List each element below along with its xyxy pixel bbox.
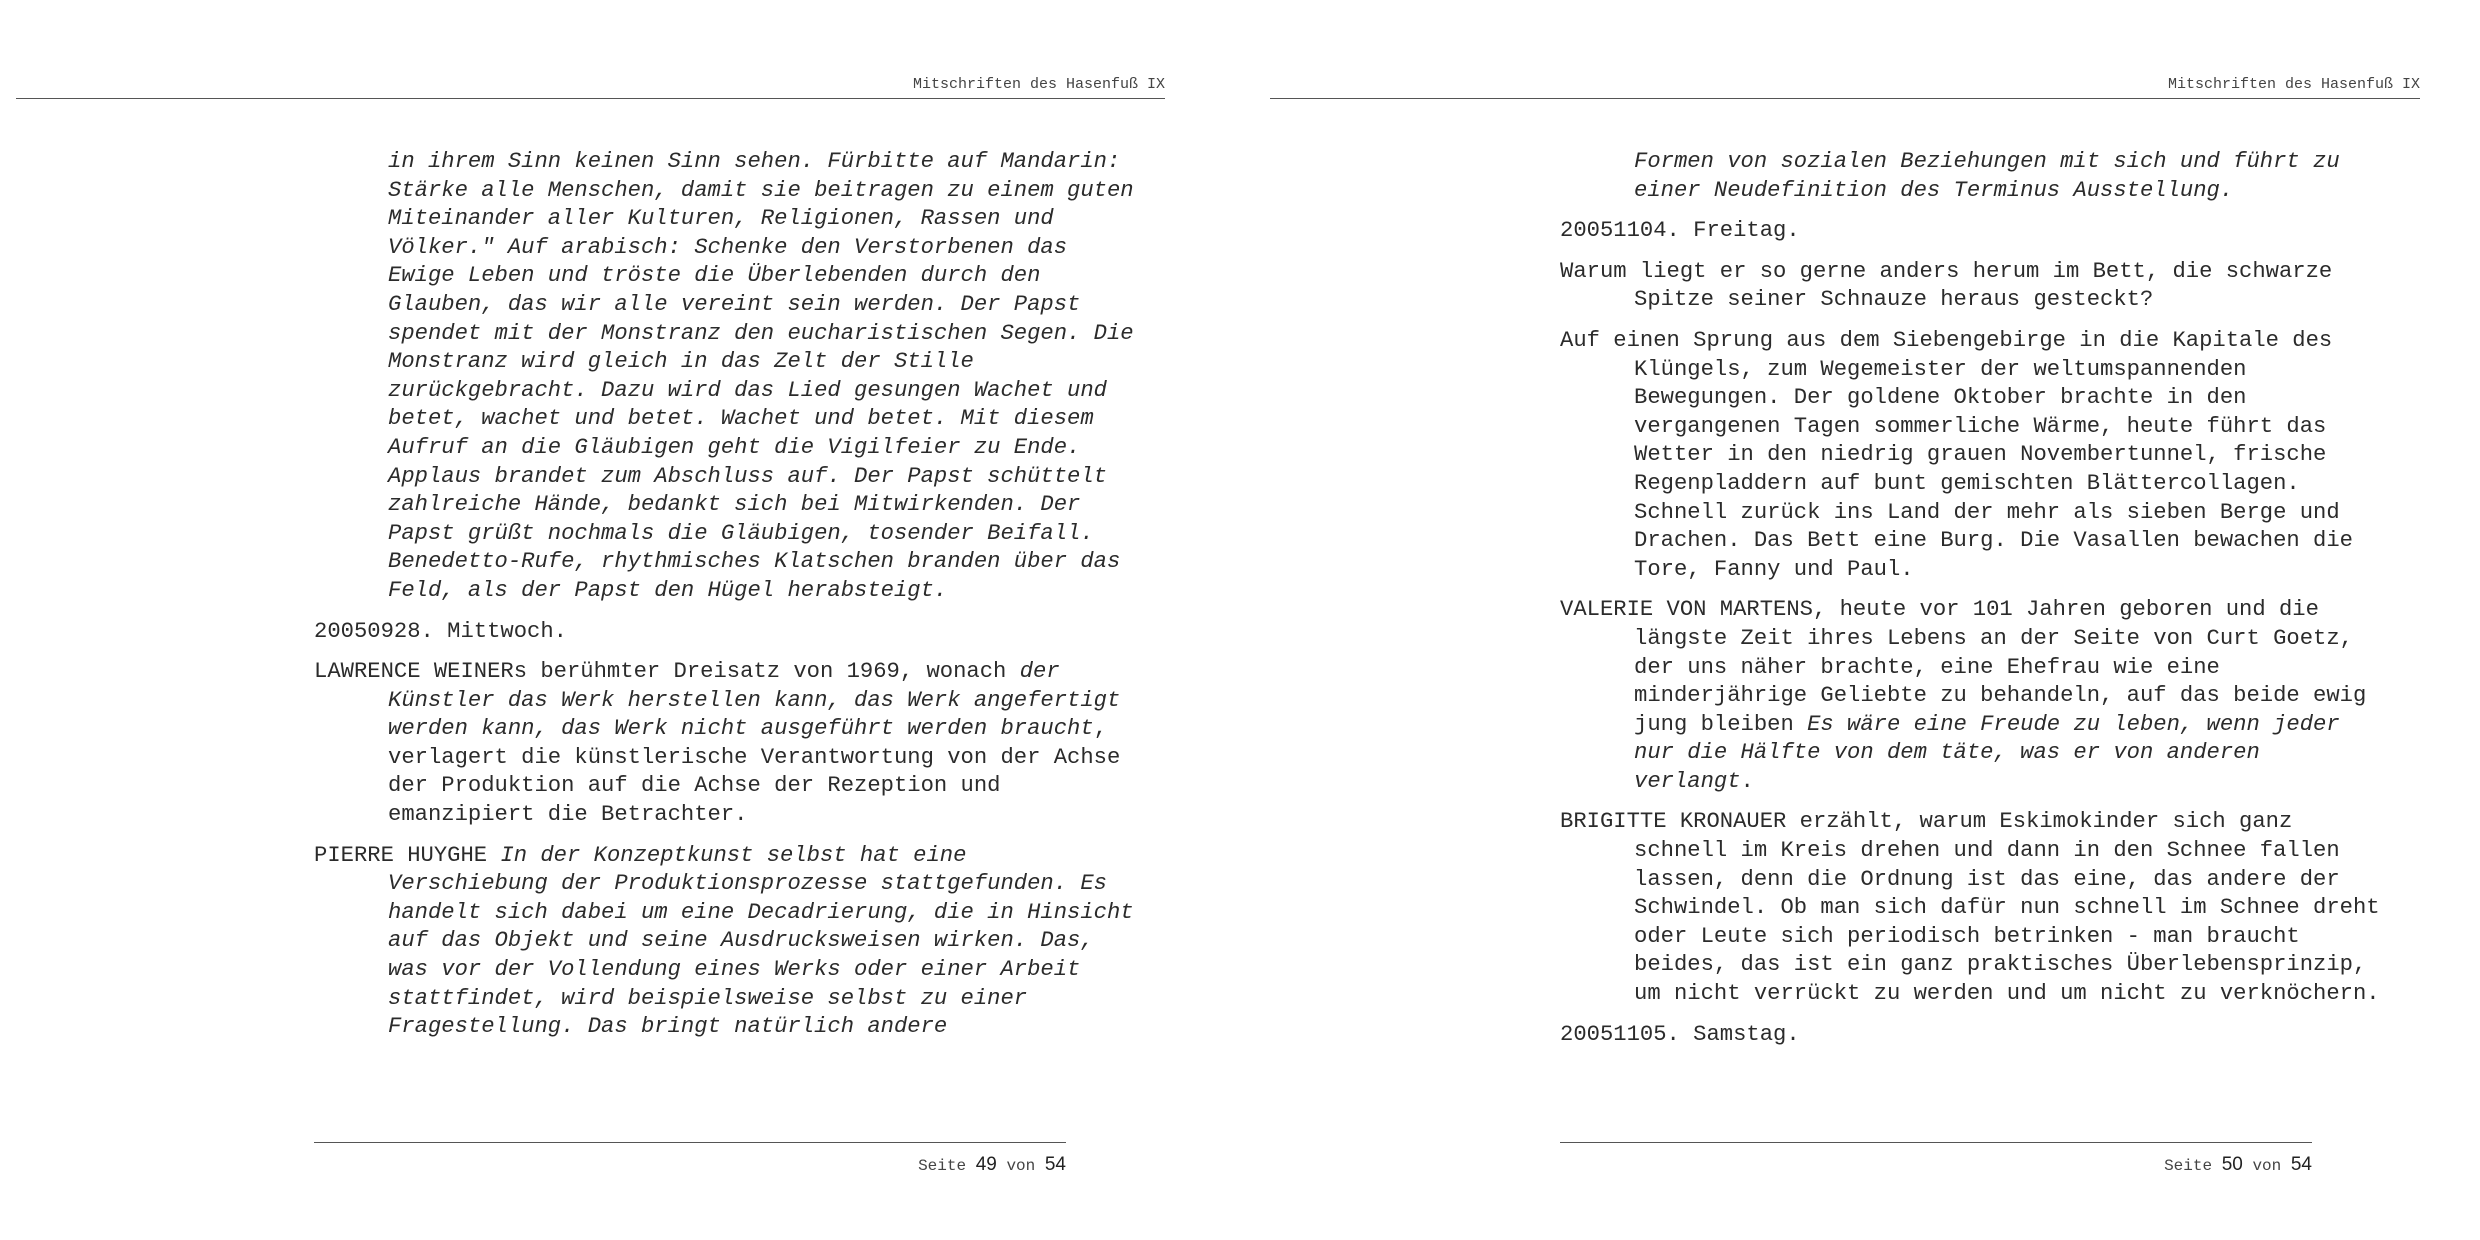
date-text: 20051105. Samstag. [1560, 1021, 1800, 1047]
footer-von-label: von [1006, 1157, 1036, 1175]
footer-total-pages: 54 [1044, 1154, 1066, 1175]
entry-text: s berühmter Dreisatz von 1969, wonach [513, 659, 1020, 685]
quote-text: Formen von sozialen Beziehungen mit sich und führt zu einer Neudefinition des Terminus Ausstellung. [1634, 149, 2340, 203]
entry-siebengebirge [1560, 327, 2380, 584]
footer-total-pages: 54 [2290, 1154, 2312, 1175]
footer-current-page: 50 [2221, 1154, 2243, 1175]
person-name: VALERIE VON MARTENS [1560, 597, 1813, 623]
page-50 [1240, 0, 2480, 1240]
footer-rule [1560, 1142, 2312, 1143]
date-heading [314, 618, 1134, 647]
page-footer [1560, 1154, 2312, 1176]
date-text: 20051104. Freitag. [1560, 218, 1800, 244]
quote-text: der Künstler das Werk herstellen kann, das Werk angefertigt werden kann, das Werk nicht ausgeführt werden braucht [388, 659, 1121, 742]
entry-kronauer [1560, 808, 2380, 1008]
quote-text: in ihrem Sinn keinen Sinn sehen. Fürbitte auf Mandarin: Stärke alle Menschen, damit sie beitragen zu einem guten Miteinander aller Kulturen, Religionen, Rassen und Völker." Auf arabisch: Schenke den Verstorbenen das Ewige Leben und tröste die Überlebenden durch den Glauben, das wir alle vereint sein werden. Der Papst spendet mit der Monstranz den eucharistischen Segen. Die Monstranz wird gleich in das Zelt der Stille zurückgebracht. Dazu wird das Lied gesungen Wachet und betet, wachet und betet. Wachet und betet. Mit diesem Aufruf an die Gläubigen geht die Vigilfeier zu Ende. Applaus brandet zum Abschluss auf. Der Papst schüttelt zahlreiche Hände, bedankt sich bei Mitwirkenden. Der Papst grüßt nochmals die Gläubigen, tosender Beifall. Benedetto-Rufe, rhythmisches Klatschen branden über das Feld, als der Papst den Hügel herabsteigt. [388, 149, 1134, 603]
footer-seite-label: Seite [2164, 1157, 2213, 1175]
date-heading [1560, 217, 2380, 246]
page-body [1560, 148, 2380, 1061]
quote-text: Es wäre eine Freude zu leben, wenn jeder nur die Hälfte von dem täte, was er von anderen verlangt [1634, 711, 2340, 794]
entry-von-martens [1560, 596, 2380, 796]
running-header: Mitschriften des Hasenfuß IX [912, 76, 1165, 93]
person-name: LAWRENCE WEINER [314, 659, 514, 685]
entry-text: . [1740, 768, 1754, 794]
entry-huyghe [314, 842, 1134, 1042]
entry-schnauze [1560, 258, 2380, 315]
quote-text: In der Konzeptkunst selbst hat eine Verschiebung der Produktionsprozesse stattgefunden. Es handelt sich dabei um eine Decadrierung, die in Hinsicht auf das Objekt und seine Ausdrucksweisen wirken. Das, was vor der Vollendung eines Werks oder einer Arbeit stattfindet, wird beispielsweise selbst zu einer Fragestellung. Das bringt natürlich andere [388, 842, 1134, 1040]
entry-text: , heute vor 101 Jahren geboren und die längste Zeit ihres Lebens an der Seite von Curt Goetz, der uns näher brachte, eine Ehefrau wie eine minderjährige Geliebte zu behandeln, auf das beide ewig jung bleiben [1634, 597, 2367, 737]
header-rule [16, 98, 1165, 99]
person-name: BRIGITTE KRONAUER [1560, 809, 1787, 835]
entry-weiner [314, 658, 1134, 830]
quote-continuation [314, 148, 1134, 606]
person-name: PIERRE HUYGHE [314, 842, 488, 868]
running-header: Mitschriften des Hasenfuß IX [2167, 76, 2420, 93]
date-heading [1560, 1021, 2380, 1050]
footer-rule [314, 1142, 1066, 1143]
quote-continuation [1560, 148, 2380, 205]
page-body [314, 148, 1134, 1054]
entry-text: , verlagert die künstlerische Verantwortung von der Achse der Produktion auf die Achse der Rezeption und emanzipiert die Betrachter. [388, 716, 1121, 828]
header-rule [1270, 98, 2420, 99]
footer-seite-label: Seite [918, 1157, 967, 1175]
date-text: 20050928. Mittwoch. [314, 618, 567, 644]
footer-current-page: 49 [975, 1154, 997, 1175]
entry-text: Warum liegt er so gerne anders herum im Bett, die schwarze Spitze seiner Schnauze heraus gesteckt? [1560, 258, 2333, 313]
entry-text: Auf einen Sprung aus dem Siebengebirge in die Kapitale des Klüngels, zum Wegemeister der weltumspannenden Bewegungen. Der goldene Oktober brachte in den vergangenen Tagen sommerliche Wärme, heute führt das Wetter in den niedrig grauen Novembertunnel, frische Regenpladdern auf bunt gemischten Blättercollagen. Schnell zurück ins Land der mehr als sieben Berge und Drachen. Das Bett eine Burg. Die Vasallen bewachen die Tore, Fanny und Paul. [1560, 327, 2353, 582]
entry-text: erzählt, warum Eskimokinder sich ganz schnell im Kreis drehen und dann in den Schnee fallen lassen, denn die Ordnung ist das eine, das andere der Schwindel. Ob man sich dafür nun schnell im Schnee dreht oder Leute sich periodisch betrinken - man braucht beides, das ist ein ganz praktisches Überlebensprinzip, um nicht verrückt zu werden und um nicht zu verknöchern. [1634, 809, 2380, 1007]
footer-von-label: von [2252, 1157, 2282, 1175]
page-footer [314, 1154, 1066, 1176]
